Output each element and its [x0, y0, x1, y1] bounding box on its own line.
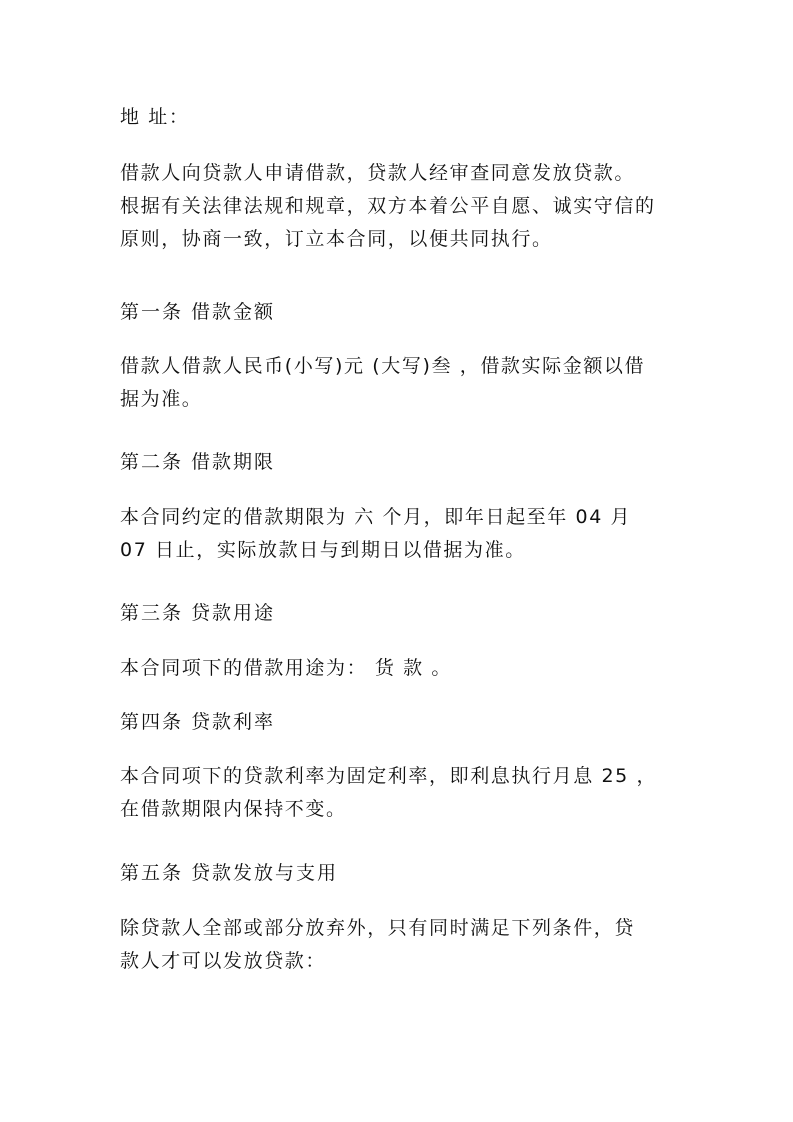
article2-line-1: 本合同约定的借款期限为 六 个月，即年日起至年 04 月: [120, 506, 632, 528]
article5-line-1: 除贷款人全部或部分放弃外，只有同时满足下列条件，贷: [120, 917, 636, 939]
intro-line-1: 借款人向贷款人申请借款，贷款人经审查同意发放贷款。: [120, 162, 636, 184]
article2-body: [120, 501, 676, 567]
article5-title: [120, 857, 676, 890]
intro-line-3: 原则，协商一致，订立本合同，以便共同执行。: [120, 228, 553, 250]
address-line: [120, 101, 676, 134]
article4-line-1: 本合同项下的贷款利率为固定利率，即利息执行月息 25 ，: [120, 765, 658, 787]
article3-line-1: 本合同项下的借款用途为： 货 款 。: [120, 657, 452, 679]
article5-line-2: 款人才可以发放贷款：: [120, 950, 327, 972]
article3-body: [120, 652, 676, 685]
article1-body: [120, 350, 676, 416]
article3-title: [120, 597, 676, 630]
article4-title-text: 第四条 贷款利率: [120, 711, 276, 733]
article2-title-text: 第二条 借款期限: [120, 451, 276, 473]
article4-body: [120, 760, 676, 826]
article1-line-1: 借款人借款人民币(小写)元 (大写)叁 ，借款实际金额以借: [120, 355, 646, 377]
article1-line-2: 据为准。: [120, 388, 203, 410]
address-text: 地 址：: [120, 106, 190, 128]
article4-line-2: 在借款期限内保持不变。: [120, 798, 347, 820]
article5-title-text: 第五条 贷款发放与支用: [120, 862, 339, 884]
intro-paragraph: [120, 157, 676, 256]
article2-line-2: 07 日止，实际放款日与到期日以借据为准。: [120, 539, 526, 561]
article4-title: [120, 706, 676, 739]
article5-body: [120, 912, 676, 978]
article3-title-text: 第三条 贷款用途: [120, 602, 276, 624]
article1-title: [120, 296, 676, 329]
article1-title-text: 第一条 借款金额: [120, 301, 276, 323]
intro-line-2: 根据有关法律法规和规章，双方本着公平自愿、诚实守信的: [120, 195, 656, 217]
article2-title: [120, 446, 676, 479]
